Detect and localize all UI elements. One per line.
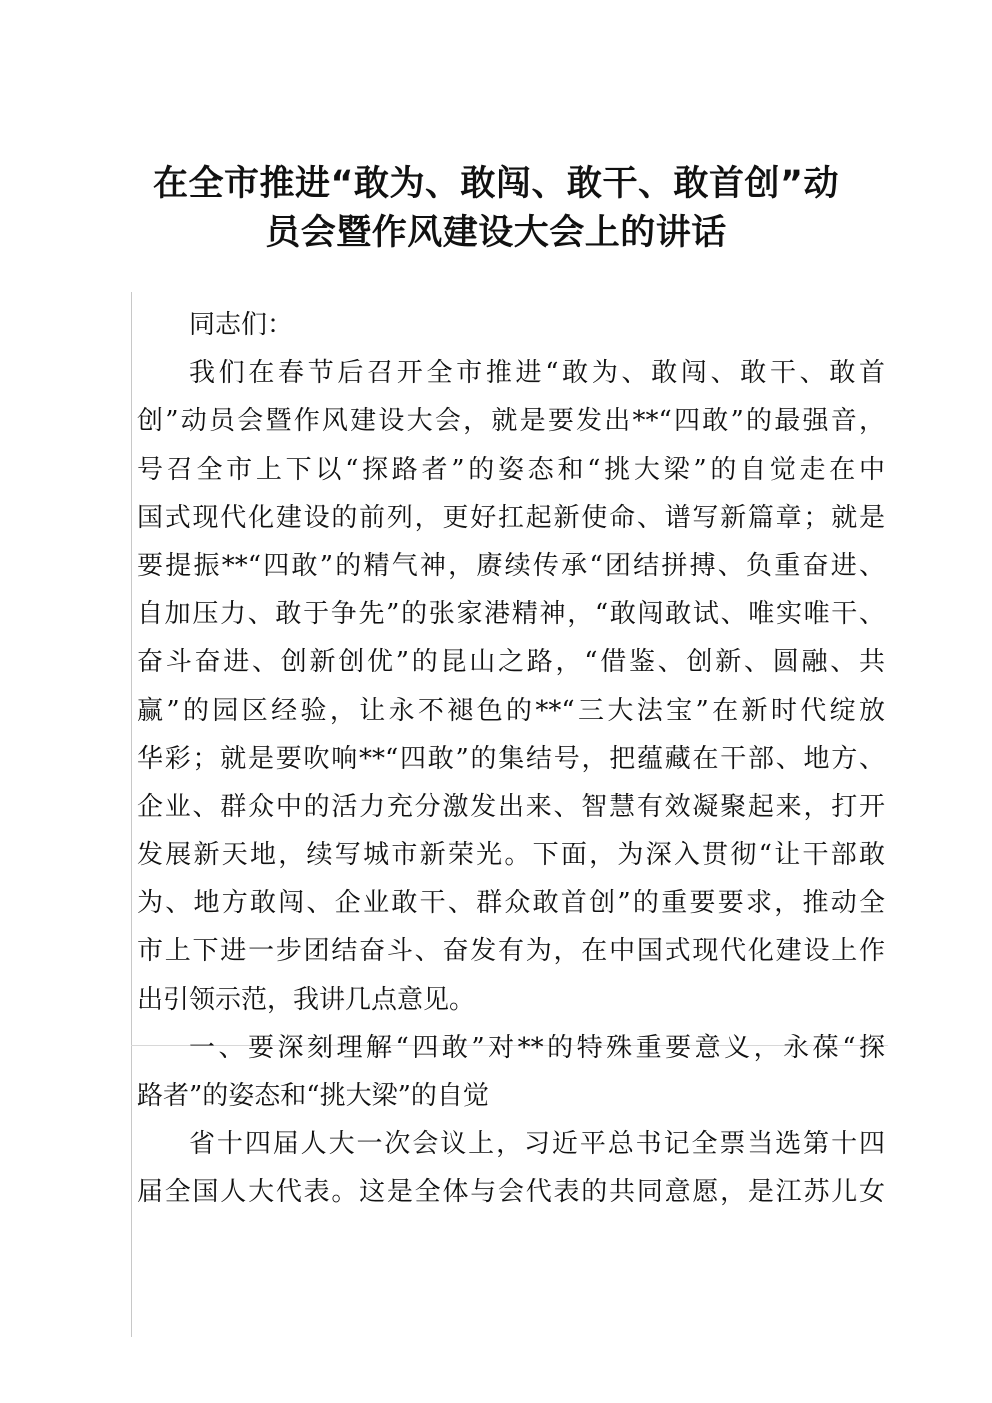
text-line: 一、要深刻理解“四敢”对**的特殊重要意义，永葆“探 bbox=[189, 1032, 885, 1063]
text-line: 届全国人大代表。这是全体与会代表的共同意愿，是江苏儿女 bbox=[137, 1177, 885, 1208]
paragraph-section-1-body bbox=[137, 1120, 885, 1216]
text-line: 创”动员会暨作风建设大会，就是要发出**“四敢”的最强音， bbox=[137, 406, 885, 437]
text-line: 要提振**“四敢”的精气神，赓续传承“团结拼搏、负重奋进、 bbox=[137, 550, 885, 581]
text-line: 同志们： bbox=[189, 310, 294, 340]
title-line: 员会暨作风建设大会上的讲话 bbox=[265, 213, 727, 253]
text-line: 出引领示范，我讲几点意见。 bbox=[137, 984, 476, 1015]
text-line: 国式现代化建设的前列，更好扛起新使命、谱写新篇章；就是 bbox=[137, 502, 885, 533]
paragraph-salutation bbox=[137, 301, 885, 349]
text-line: 路者”的姿态和“挑大梁”的自觉 bbox=[137, 1081, 489, 1111]
margin-guide-line bbox=[131, 292, 132, 1337]
document-body bbox=[137, 301, 885, 1217]
text-line: 省十四届人大一次会议上，习近平总书记全票当选第十四 bbox=[189, 1129, 885, 1160]
text-line: 企业、群众中的活力充分激发出来、智慧有效凝聚起来，打开 bbox=[137, 791, 885, 822]
section-heading-1 bbox=[137, 1024, 885, 1120]
text-line: 自加压力、敢于争先”的张家港精神，“敢闯敢试、唯实唯干、 bbox=[137, 599, 885, 630]
paragraph-intro bbox=[137, 349, 885, 1024]
text-line: 号召全市上下以“探路者”的姿态和“挑大梁”的自觉走在中 bbox=[137, 454, 885, 485]
text-line: 奋斗奋进、创新创优”的昆山之路，“借鉴、创新、圆融、共 bbox=[137, 647, 885, 678]
document-title bbox=[90, 160, 902, 258]
text-line: 我们在春节后召开全市推进“敢为、敢闯、敢干、敢首 bbox=[189, 358, 885, 389]
text-line: 为、地方敢闯、企业敢干、群众敢首创”的重要要求，推动全 bbox=[137, 888, 885, 919]
text-line: 市上下进一步团结奋斗、奋发有为，在中国式现代化建设上作 bbox=[137, 936, 885, 967]
title-line: 在全市推进“敢为、敢闯、敢干、敢首创”动 bbox=[152, 164, 839, 204]
text-line: 发展新天地，续写城市新荣光。下面，为深入贯彻“让干部敢 bbox=[137, 840, 885, 871]
text-line: 赢”的园区经验，让永不褪色的**“三大法宝”在新时代绽放 bbox=[137, 695, 885, 726]
text-line: 华彩；就是要吹响**“四敢”的集结号，把蕴藏在干部、地方、 bbox=[137, 743, 885, 774]
